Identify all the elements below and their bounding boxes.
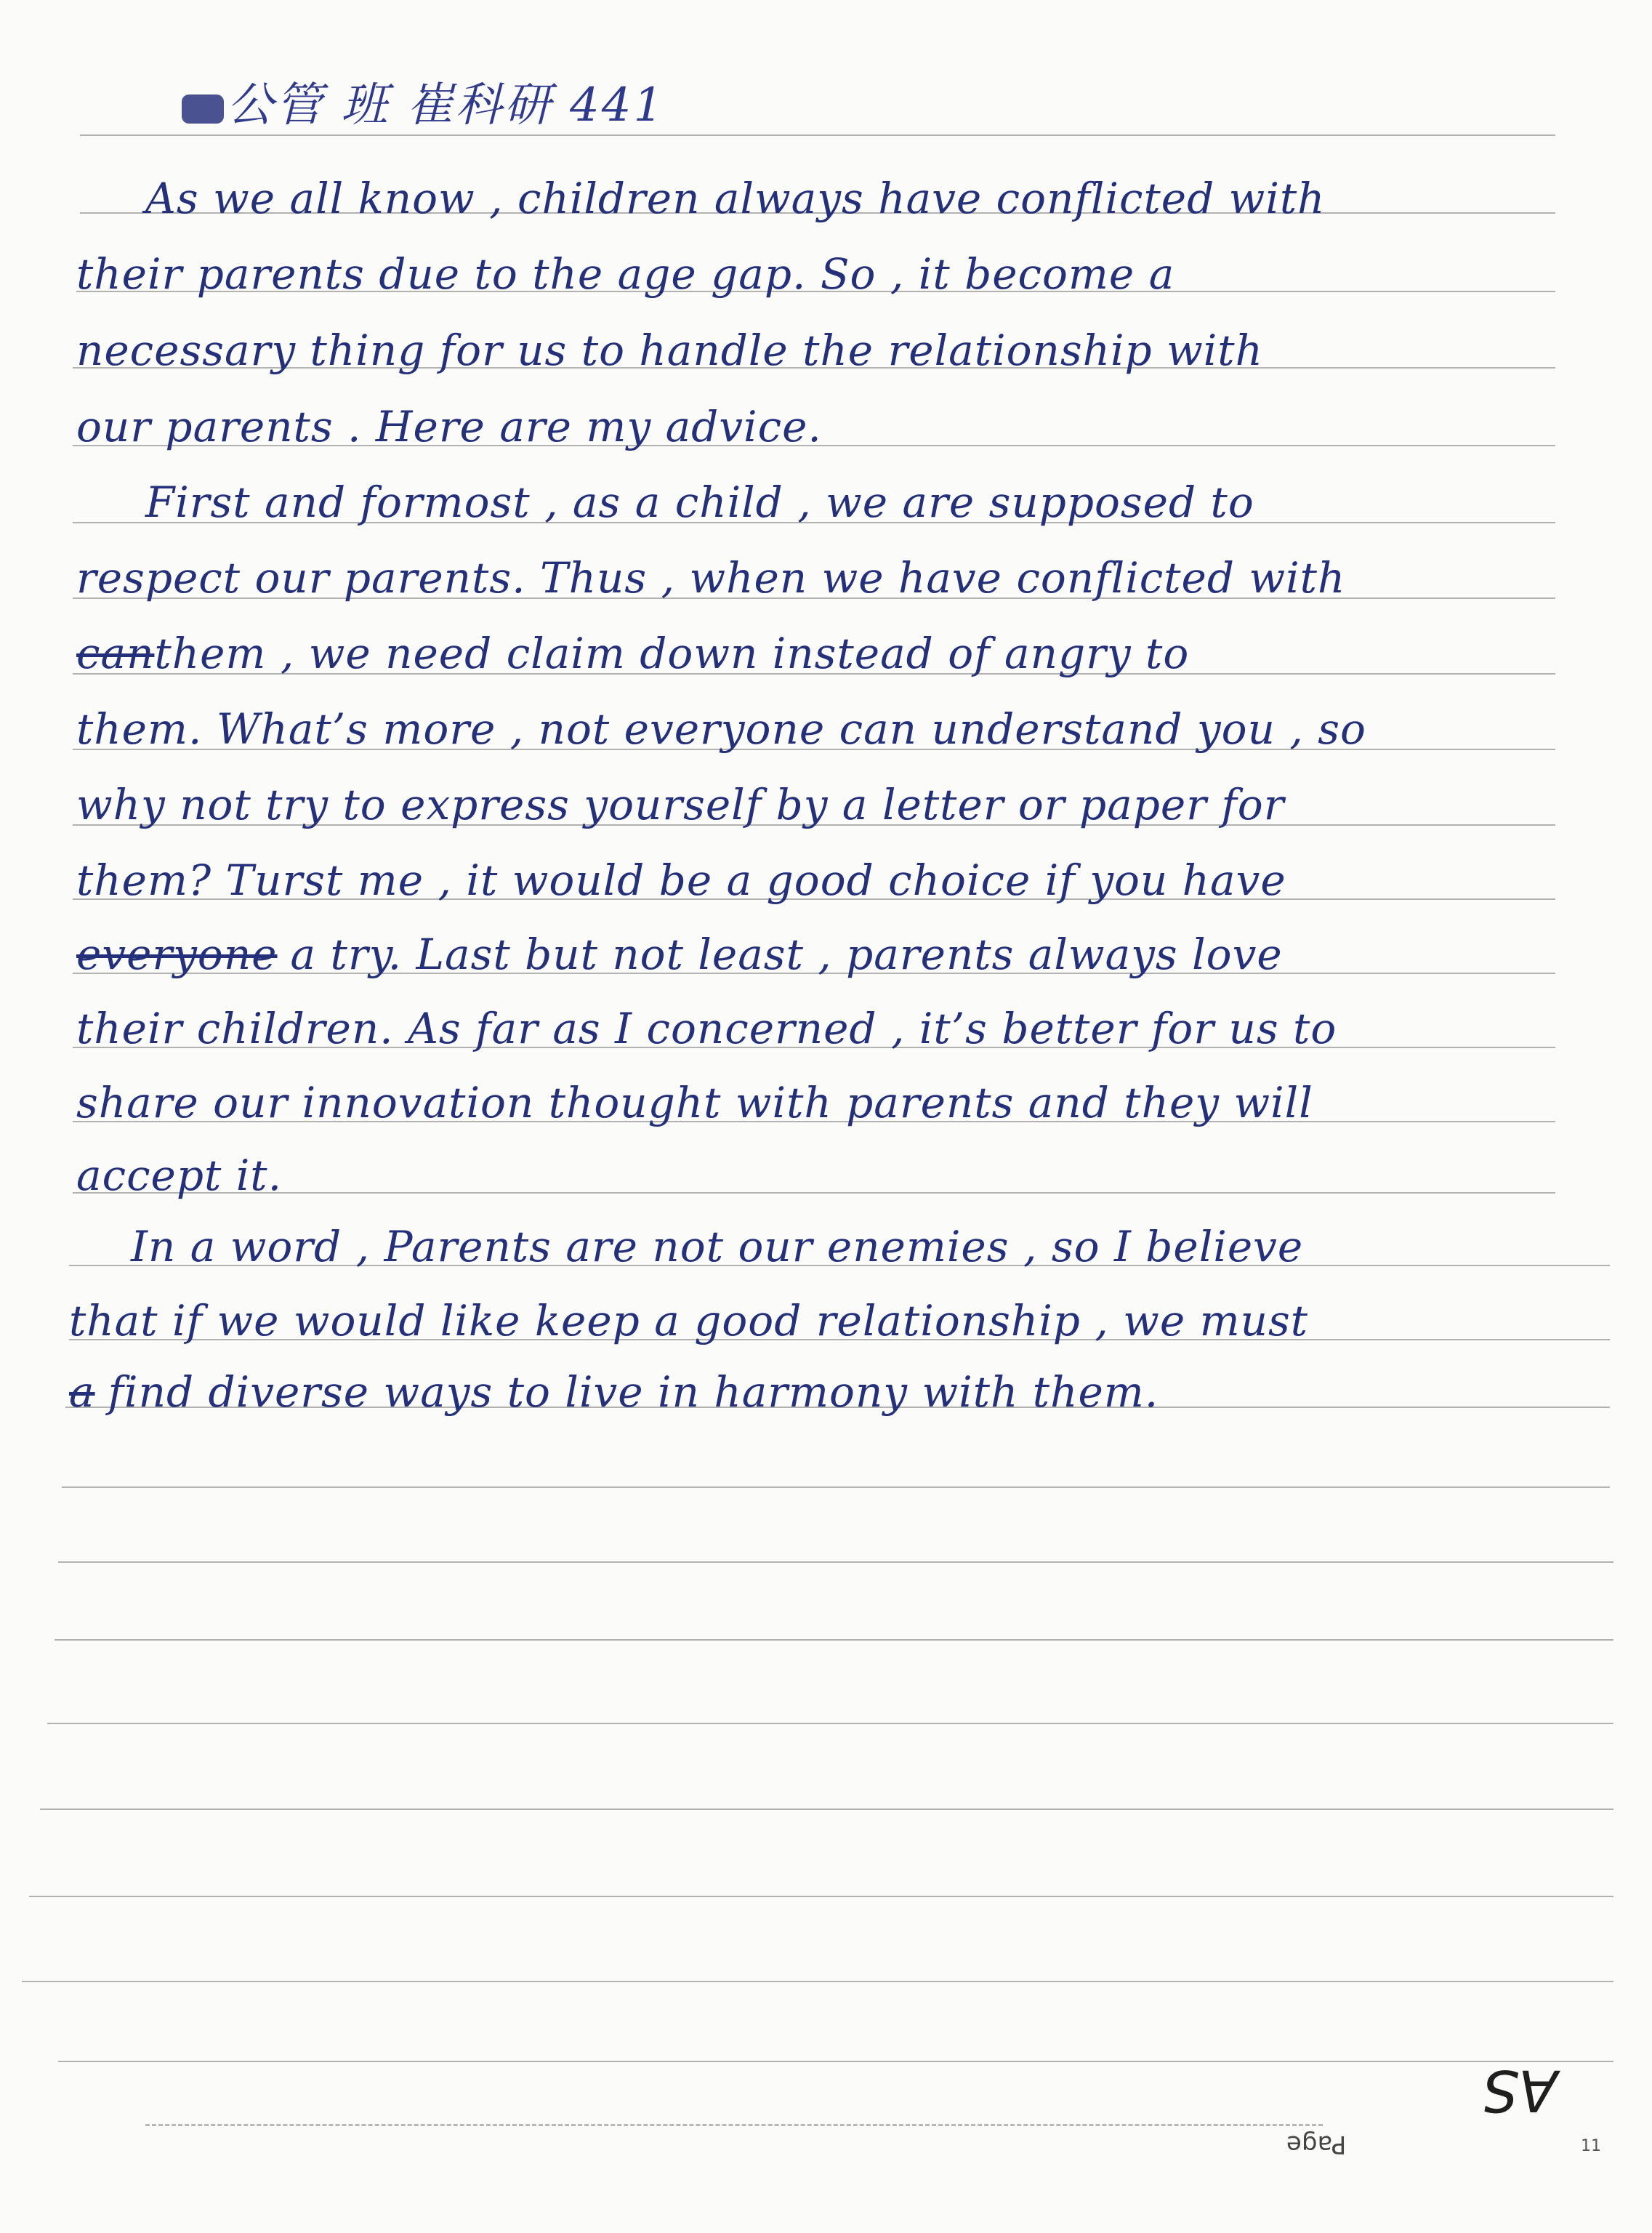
line-11-text: a try. Last but not least , parents always love — [290, 930, 1283, 979]
text-line-9: why not try to express yourself by a letter or paper for — [76, 780, 1285, 829]
scribble-mark — [182, 94, 224, 124]
text-line-10: them? Turst me , it would be a good choice if you have — [76, 856, 1286, 905]
title-text: 公管 班 崔科研 441 — [227, 79, 666, 132]
text-line-12: their children. As far as I concerned , it’s better for us to — [76, 1004, 1337, 1053]
struck-word: everyone — [76, 930, 278, 979]
line-7-text: them , we need claim down instead of angry to — [154, 629, 1190, 678]
rule-line — [58, 2061, 1613, 2062]
text-line-11 — [76, 929, 1283, 980]
text-line-3: necessary thing for us to handle the relationship with — [76, 326, 1263, 375]
page-title — [182, 80, 665, 131]
signature: AS — [1483, 2057, 1558, 2123]
rule-line — [40, 1808, 1613, 1810]
text-line-7 — [76, 628, 1189, 679]
struck-word: can — [76, 629, 155, 678]
page-number: 11 — [1581, 2137, 1601, 2155]
rule-line — [58, 1561, 1613, 1563]
text-line-17 — [69, 1367, 1159, 1417]
text-line-14: accept it. — [76, 1151, 283, 1200]
rule-line — [22, 1981, 1613, 1982]
rule-line — [80, 134, 1555, 136]
text-line-15: In a word , Parents are not our enemies , so I believe — [131, 1222, 1304, 1271]
line-17-text: find diverse ways to live in harmony with them. — [108, 1367, 1159, 1417]
text-line-6: respect our parents. Thus , when we have conflicted with — [76, 553, 1346, 603]
rule-line — [55, 1639, 1613, 1641]
page-label: Page — [1286, 2130, 1347, 2159]
rule-line — [73, 1192, 1555, 1194]
text-line-1: As we all know , children always have conflicted with — [145, 174, 1326, 223]
text-line-5: First and formost , as a child , we are supposed to — [145, 478, 1254, 527]
perforation-line — [145, 2124, 1323, 2126]
rule-line — [29, 1896, 1613, 1897]
text-line-4: our parents . Here are my advice. — [76, 402, 822, 451]
struck-word: a — [69, 1367, 95, 1417]
rule-line — [47, 1723, 1613, 1724]
text-line-16: that if we would like keep a good relationship , we must — [69, 1296, 1309, 1345]
text-line-8: them. What’s more , not everyone can understand you , so — [76, 704, 1366, 754]
text-line-13: share our innovation thought with parents and they will — [76, 1078, 1313, 1127]
text-line-2: their parents due to the age gap. So , it become a — [76, 249, 1175, 299]
rule-line — [62, 1486, 1610, 1488]
